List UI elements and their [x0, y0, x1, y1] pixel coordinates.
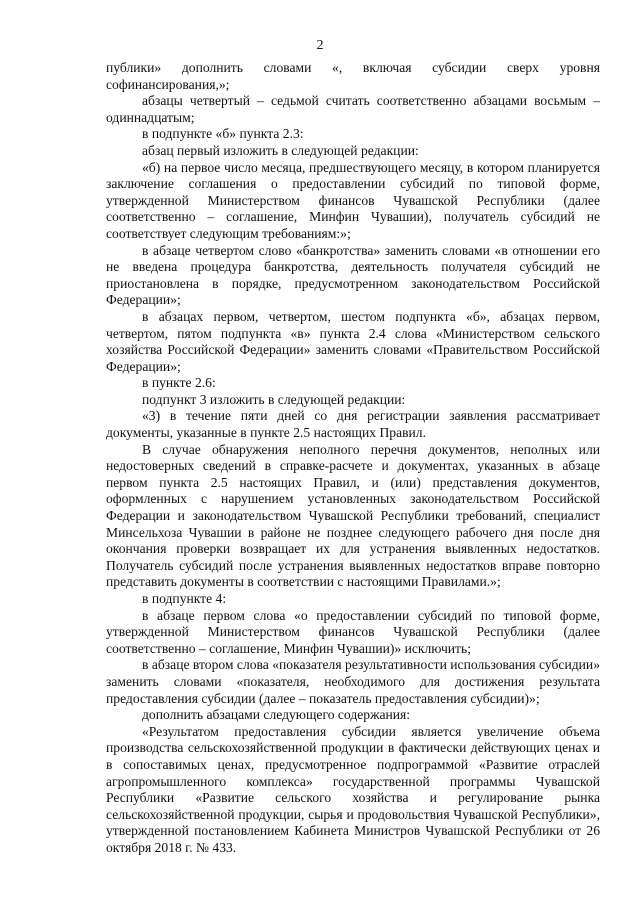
paragraph-8: в пункте 2.6: [142, 375, 216, 391]
paragraph-1: публики» дополнить словами «, включая субсидии сверх уровня софинансирования,»; [106, 60, 600, 92]
paragraph-14: в абзаце втором слова «показателя результативности использования субсидии» заменить словами «показателя, необходимого для достижения результата предоставления субсидии (далее – показатель предоставления субсидии)»; [106, 657, 600, 706]
paragraph-7: в абзацах первом, четвертом, шестом подпункта «б», абзацах первом, четвертом, пятом подпункта «в» пункта 2.4 слова «Министерством сельского хозяйства Российской Федерации» заменить словами «Правительством Российской Федерации»; [106, 308, 600, 374]
paragraph-11: В случае обнаружения неполного перечня документов, неполных или недостоверных сведений в справке-расчете и документах, указанных в абзаце первом пункта 2.5 настоящих Правил, и (или) представления документов, оформленных с нарушением установленных законодательством Российской Федерации и законодательством Чувашской Республики требований, специалист Минсельхоза Чувашии в районе не позднее следующего рабочего дня после дня окончания проверки возвращает их для устранения выявленных недостатков. Получатель субсидий после устранения выявленных недостатков вправе повторно представить документы в соответствии с настоящими Правилами.»; [106, 441, 600, 590]
page-number: 2 [316, 38, 324, 53]
paragraph-5: «б) на первое число месяца, предшествующего месяцу, в котором планируется заключение соглашения о предоставлении субсидий по типовой форме, утвержденной Министерством финансов Чувашской Республики (далее соответственно – соглашение, Минфин Чувашии), получатель субсидий не соответствует следующим требованиям:»; [106, 159, 600, 241]
paragraph-16: «Результатом предоставления субсидии является увеличение объема производства сельскохозяйственной продукции в фактически действующих ценах и в сопоставимых ценах, предусмотренное подпрограммой «Развитие отраслей агропромышленного комплекса» государственной программы Чувашской Республики «Развитие сельского хозяйства и регулирование рынка сельскохозяйственной продукции, сырья и продовольствия Чувашской Республики», утвержденной постановлением Кабинета Министров Чувашской Республики от 26 октября 2018 г. № 433. [106, 723, 600, 855]
paragraph-4: абзац первый изложить в следующей редакции: [142, 142, 419, 158]
paragraph-15: дополнить абзацами следующего содержания: [142, 707, 411, 723]
paragraph-12: в подпункте 4: [142, 591, 227, 606]
paragraph-13: в абзаце первом слова «о предоставлении субсидий по типовой форме, утвержденной Министерством финансов Чувашской Республики (далее соответственно – соглашение, Минфин Чувашии)» исключить; [106, 607, 600, 656]
paragraph-2: абзацы четвертый – седьмой считать соответственно абзацами восьмым – одиннадцатым; [106, 93, 600, 125]
paragraph-3: в подпункте «б» пункта 2.3: [142, 126, 304, 142]
document-body [106, 60, 600, 857]
paragraph-10: «3) в течение пяти дней со дня регистрации заявления рассматривает документы, указанные в пункте 2.5 настоящих Правил. [106, 408, 600, 441]
paragraph-6: в абзаце четвертом слово «банкротства» заменить словами «в отношении его не введена процедура банкротства, деятельность получателя субсидий не приостановлена в порядке, предусмотренном законодательством Российской Федерации»; [106, 242, 600, 308]
paragraph-9: подпункт 3 изложить в следующей редакции: [142, 391, 406, 407]
